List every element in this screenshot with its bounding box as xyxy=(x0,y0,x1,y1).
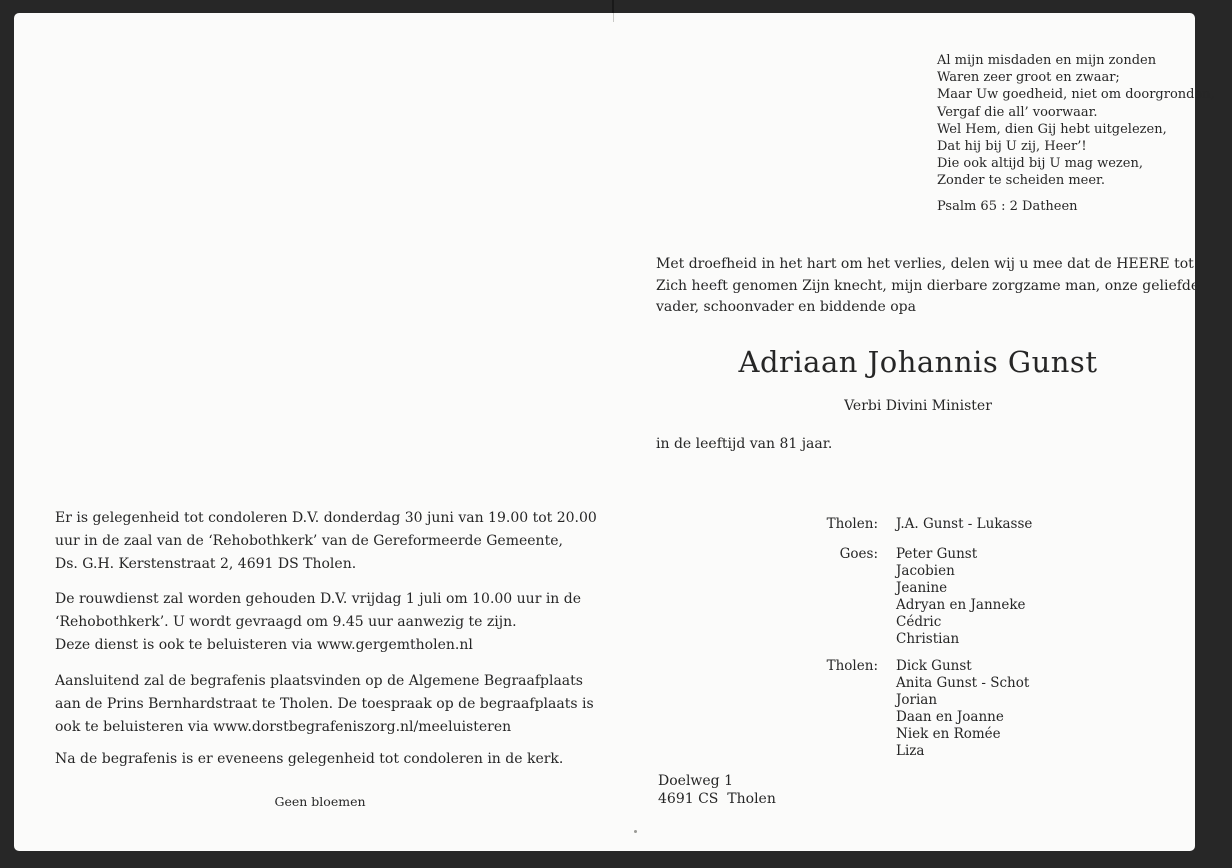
family-member-name: Christian xyxy=(896,631,960,647)
family-member-name: Jorian xyxy=(896,692,938,708)
place-label: Tholen: xyxy=(826,658,878,674)
family-member-name: Cédric xyxy=(896,614,942,630)
paragraph-line: Er is gelegenheid tot condoleren D.V. donderdag 30 juni van 19.00 tot 20.00 xyxy=(55,510,597,526)
scan-speck xyxy=(634,830,637,833)
psalm-line: Al mijn misdaden en mijn zonden xyxy=(937,53,1157,68)
deceased-name-block xyxy=(656,345,1180,416)
family-member-name: Liza xyxy=(896,743,925,759)
paragraph-line: Deze dienst is ook te beluisteren via www.gergemtholen.nl xyxy=(55,637,473,653)
place-label: Tholen: xyxy=(826,516,878,532)
announcement-line: Zich heeft genomen Zijn knecht, mijn dierbare zorgzame man, onze geliefde xyxy=(656,277,1200,294)
paragraph-line: Aansluitend zal de begrafenis plaatsvinden op de Algemene Begraafplaats xyxy=(55,673,583,689)
family-member-name: Dick Gunst xyxy=(896,658,972,674)
paragraph-line: ook te beluisteren via www.dorstbegrafeniszorg.nl/meeluisteren xyxy=(55,719,512,735)
psalm-line: Waren zeer groot en zwaar; xyxy=(937,70,1120,86)
family-group xyxy=(780,658,1029,760)
family-member-name: J.A. Gunst - Lukasse xyxy=(896,516,1033,532)
deceased-name: Adriaan Johannis Gunst xyxy=(738,345,1098,379)
family-member-name: Peter Gunst xyxy=(896,546,978,562)
psalm-line: Vergaf die all’ voorwaar. xyxy=(937,104,1098,120)
family-group xyxy=(780,546,1026,648)
family-member-name: Adryan en Janneke xyxy=(896,597,1026,613)
psalm-verse xyxy=(937,52,1215,190)
deceased-title: Verbi Divini Minister xyxy=(844,398,992,414)
age-line: in de leeftijd van 81 jaar. xyxy=(656,436,833,452)
paragraph-line: uur in de zaal van de ‘Rehobothkerk’ van de Gereformeerde Gemeente, xyxy=(55,533,563,549)
announcement-line: vader, schoonvader en biddende opa xyxy=(656,299,916,315)
announcement-line: Met droefheid in het hart om het verlies, delen wij u mee dat de HEERE tot xyxy=(656,256,1194,272)
family-member-name: Daan en Joanne xyxy=(896,709,1004,725)
psalm-line: Die ook altijd bij U mag wezen, xyxy=(937,156,1143,172)
paragraph-line: De rouwdienst zal worden gehouden D.V. vrijdag 1 juli om 10.00 uur in de xyxy=(55,591,582,607)
address-line: Doelweg 1 xyxy=(658,773,734,789)
burial-paragraph xyxy=(55,670,594,739)
psalm-line: Dat hij bij U zij, Heer’! xyxy=(937,139,1087,155)
paragraph-line: aan de Prins Bernhardstraat te Tholen. De toespraak op de begraafplaats is xyxy=(55,696,594,712)
family-group xyxy=(780,516,1032,533)
family-member-name: Anita Gunst - Schot xyxy=(896,675,1030,691)
condolence-before-paragraph xyxy=(55,507,597,576)
address-line: 4691 CS Tholen xyxy=(658,790,776,807)
fold-line xyxy=(612,0,614,13)
funeral-service-paragraph xyxy=(55,588,581,657)
family-member-name: Jacobien xyxy=(896,563,955,579)
correspondence-address xyxy=(658,773,776,808)
psalm-line: Zonder te scheiden meer. xyxy=(937,173,1105,189)
psalm-line: Wel Hem, dien Gij hebt uitgelezen, xyxy=(937,121,1167,137)
psalm-source: Psalm 65 : 2 Datheen xyxy=(937,199,1078,214)
family-member-name: Jeanine xyxy=(896,580,948,596)
paragraph-line: ‘Rehobothkerk’. U wordt gevraagd om 9.45 uur aanwezig te zijn. xyxy=(55,614,517,630)
paragraph-line: Ds. G.H. Kerstenstraat 2, 4691 DS Tholen. xyxy=(55,556,357,572)
death-announcement xyxy=(656,254,1199,319)
no-flowers-note: Geen bloemen xyxy=(274,794,366,809)
place-label: Goes: xyxy=(839,546,878,562)
paragraph-line: Na de begrafenis is er eveneens gelegenheid tot condoleren in de kerk. xyxy=(55,751,564,767)
fold-crease-mark xyxy=(613,13,614,22)
family-member-name: Niek en Romée xyxy=(896,726,1001,742)
condolence-after-paragraph xyxy=(55,748,563,771)
psalm-line: Maar Uw goedheid, niet om doorgronden, xyxy=(937,87,1215,103)
